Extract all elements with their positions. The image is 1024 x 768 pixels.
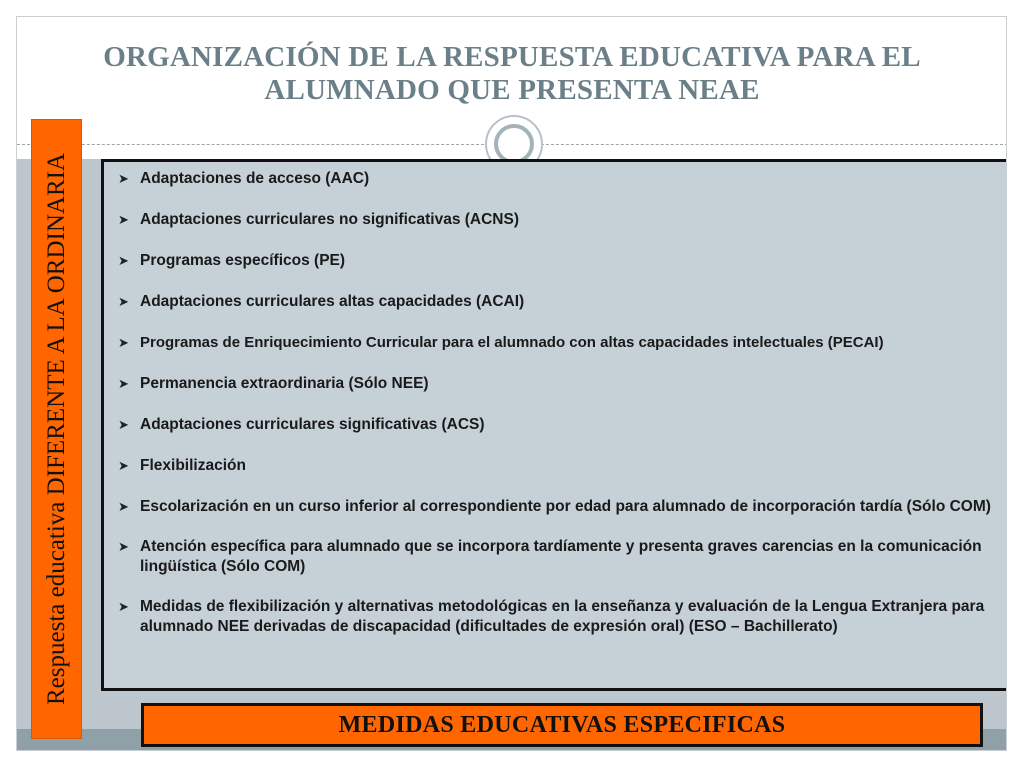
arrow-bullet-icon: ➤ bbox=[118, 376, 129, 391]
arrow-bullet-icon: ➤ bbox=[118, 253, 129, 268]
list-item-text: Adaptaciones curriculares no significativas (ACNS) bbox=[140, 211, 519, 228]
list-item-text: Adaptaciones curriculares significativas (ACS) bbox=[140, 416, 485, 433]
arrow-bullet-icon: ➤ bbox=[118, 294, 129, 309]
arrow-bullet-icon: ➤ bbox=[118, 539, 129, 554]
list-item-text: Flexibilización bbox=[140, 457, 246, 474]
list-item bbox=[112, 456, 1002, 476]
measures-panel bbox=[101, 159, 1007, 691]
ring-inner bbox=[494, 124, 534, 164]
slide-title bbox=[57, 41, 967, 107]
arrow-bullet-icon: ➤ bbox=[118, 599, 129, 614]
measures-list bbox=[112, 169, 1002, 637]
footer-banner bbox=[141, 703, 983, 747]
list-item bbox=[112, 333, 1002, 353]
list-item-text: Atención específica para alumnado que se incorpora tardíamente y presenta graves carencias en la comunicación lingüística (Sólo COM) bbox=[140, 538, 982, 575]
list-item-text: Permanencia extraordinaria (Sólo NEE) bbox=[140, 375, 429, 392]
list-item bbox=[112, 597, 1002, 637]
list-item-text: Escolarización en un curso inferior al correspondiente por edad para alumnado de incorporación tardía (Sólo COM) bbox=[140, 498, 991, 515]
list-item bbox=[112, 292, 1002, 312]
list-item bbox=[112, 210, 1002, 230]
list-item bbox=[112, 497, 1002, 517]
arrow-bullet-icon: ➤ bbox=[118, 335, 129, 350]
arrow-bullet-icon: ➤ bbox=[118, 171, 129, 186]
slide bbox=[16, 16, 1007, 751]
list-item bbox=[112, 169, 1002, 189]
title-line-1: ORGANIZACIÓN DE LA RESPUESTA EDUCATIVA PARA EL bbox=[103, 41, 921, 73]
list-item bbox=[112, 374, 1002, 394]
footer-label: MEDIDAS EDUCATIVAS ESPECIFICAS bbox=[338, 711, 786, 738]
list-item bbox=[112, 537, 1002, 577]
list-item-text: Programas de Enriquecimiento Curricular para el alumnado con altas capacidades intelectuales (PECAI) bbox=[140, 334, 884, 351]
list-item-text: Adaptaciones de acceso (AAC) bbox=[140, 170, 370, 187]
list-item bbox=[112, 415, 1002, 435]
list-item-text: Programas específicos (PE) bbox=[140, 252, 346, 269]
arrow-bullet-icon: ➤ bbox=[118, 458, 129, 473]
list-item bbox=[112, 251, 1002, 271]
arrow-bullet-icon: ➤ bbox=[118, 499, 129, 514]
list-item-text: Adaptaciones curriculares altas capacidades (ACAI) bbox=[140, 293, 525, 310]
sidebar-label: Respuesta educativa DIFERENTE A LA ORDINARIA bbox=[42, 152, 70, 706]
arrow-bullet-icon: ➤ bbox=[118, 212, 129, 227]
sidebar-label-box bbox=[31, 119, 82, 739]
title-line-2: ALUMNADO QUE PRESENTA NEAE bbox=[264, 74, 760, 106]
arrow-bullet-icon: ➤ bbox=[118, 417, 129, 432]
list-item-text: Medidas de flexibilización y alternativas metodológicas en la enseñanza y evaluación de la Lengua Extranjera para alumnado NEE derivadas de discapacidad (dificultades de expresión oral) (ESO – Bachillerato) bbox=[140, 598, 985, 635]
